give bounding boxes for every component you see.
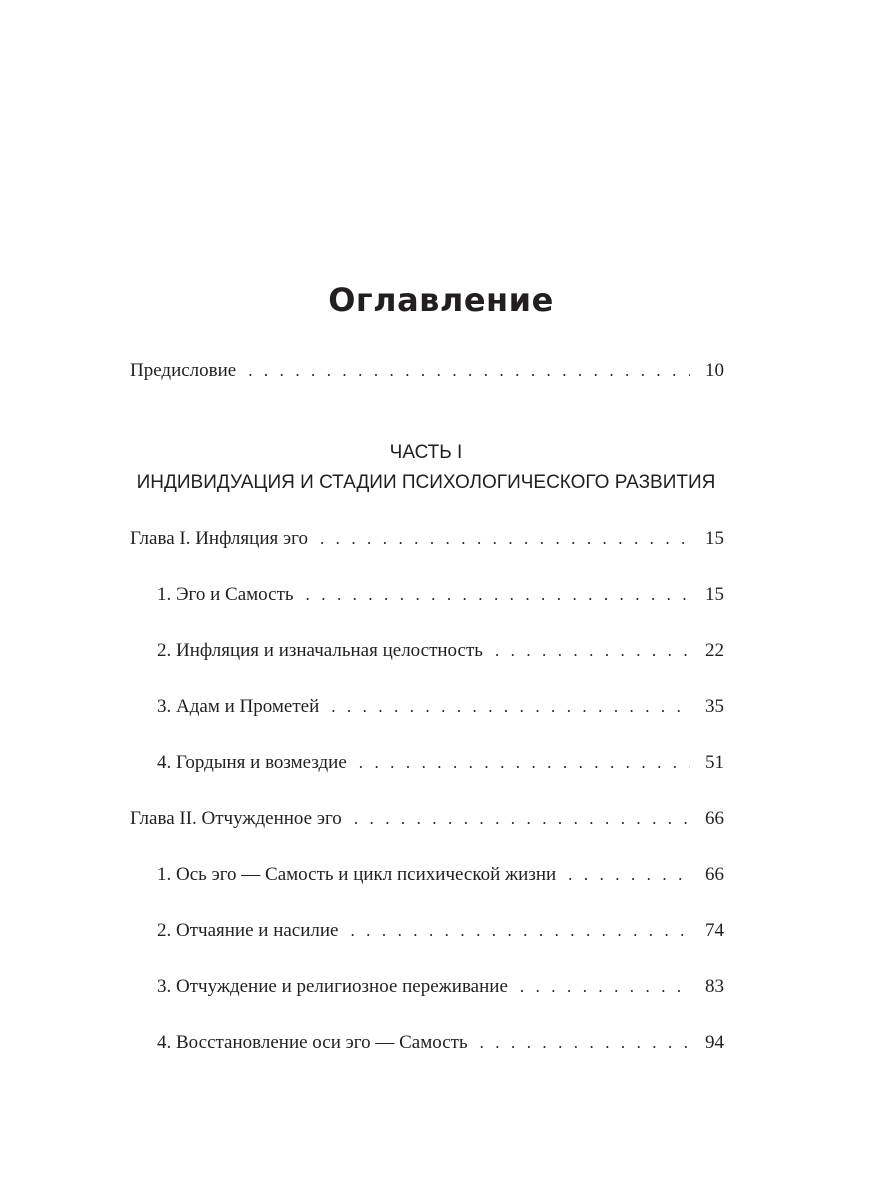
toc-entry-text: Предисловие [130,360,237,381]
toc-entry-text: 4. Гордыня и возмездие [157,752,347,773]
toc-entry-text: 3. Отчуждение и религиозное переживание [157,976,508,997]
toc-section [157,582,724,608]
toc-section [157,1030,724,1056]
page-title: Оглавление [328,281,554,319]
toc-chapter [130,806,724,832]
toc-entry-text: Глава II. Отчужденное эго [130,808,342,829]
toc-page-number: 94 [705,1032,724,1053]
dot-leader [350,918,690,944]
toc-section [157,694,724,720]
toc-page-number: 10 [705,360,724,381]
toc-section [157,918,724,944]
toc-section [157,750,724,776]
toc-entry-text: 1. Ось эго — Самость и цикл психической жизни [157,864,557,885]
toc-page-number: 51 [705,752,724,773]
part-label: ЧАСТЬ I [389,442,463,463]
toc-entry-text: 3. Адам и Прометей [157,696,320,717]
toc-page-number: 66 [705,864,724,885]
toc-section [157,862,724,888]
dot-leader [306,582,690,608]
toc-page-number: 15 [705,528,724,549]
toc-entry-preface [130,358,724,384]
toc-page-number: 83 [705,976,724,997]
dot-leader [495,638,690,664]
toc-page-number: 22 [705,640,724,661]
part-title: ИНДИВИДУАЦИЯ И СТАДИИ ПСИХОЛОГИЧЕСКОГО РАЗВИТИЯ [136,472,716,493]
toc-entry-text: 4. Восстановление оси эго — Самость [157,1032,468,1053]
dot-leader [248,358,690,384]
dot-leader [320,526,690,552]
toc-section [157,638,724,664]
dot-leader [520,974,690,1000]
toc-page-number: 66 [705,808,724,829]
toc-entry-text: 1. Эго и Самость [157,584,294,605]
dot-leader [359,750,690,776]
dot-leader [568,862,690,888]
toc-section [157,974,724,1000]
dot-leader [331,694,690,720]
toc-entry-text: 2. Отчаяние и насилие [157,920,339,941]
toc-page-number: 15 [705,584,724,605]
dot-leader [480,1030,690,1056]
toc-page-number: 74 [705,920,724,941]
toc-entry-text: 2. Инфляция и изначальная целостность [157,640,483,661]
toc-chapter [130,526,724,552]
toc-entry-text: Глава I. Инфляция эго [130,528,308,549]
dot-leader [354,806,690,832]
toc-page-number: 35 [705,696,724,717]
